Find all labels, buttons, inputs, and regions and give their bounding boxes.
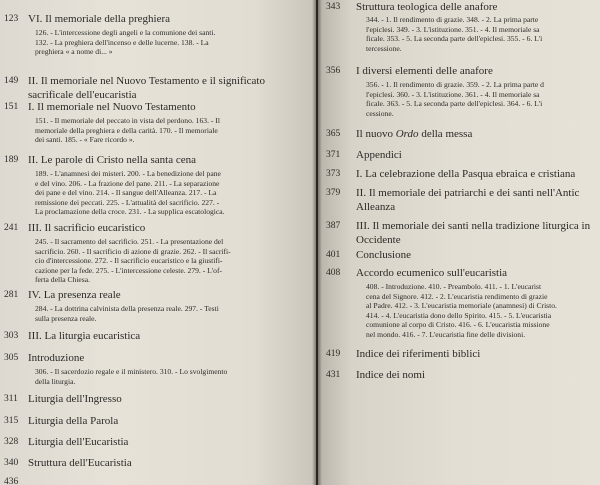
- page-number: 305: [4, 353, 19, 363]
- page-number: 401: [326, 250, 341, 260]
- entry-subtopics: 245. - Il sacramento del sacrificio. 251. - La presentazione del sacrificio. 260. - Il sacrificio di azione di grazie. 262. - Il sacrifi- cio d'intercessione. 272. - Il sacrificio eucaristico e la giustifi- cazione per la fede. 275. - L'intercessione celeste. 279. - L'of- ferta della Chiesa.: [35, 237, 231, 285]
- entry-title: Liturgia dell'Ingresso: [28, 393, 122, 405]
- page-number: 373: [326, 169, 341, 179]
- entry-title: II. Le parole di Cristo nella santa cena: [28, 154, 196, 166]
- entry-title: VI. Il memoriale della preghiera: [28, 13, 171, 25]
- entry-subtopics: 284. - La dottrina calvinista della presenza reale. 297. - Testi sulla presenza reale.: [35, 304, 219, 323]
- entry-title: III. La liturgia eucaristica: [28, 330, 141, 342]
- entry-subtopics: 151. - Il memoriale del peccato in vista del perdono. 163. - Il memoriale della preghiera e della carità. 170. - Il memoriale dei santi. 185. - « Fare ricordo ».: [35, 116, 220, 145]
- entry-subtopics: 344. - 1. Il rendimento di grazie. 348. - 2. La prima parte l'epiclesi. 349. - 3. L'istituzione. 351. - 4. Il memoriale sa ficale. 353. - 5. La seconda parte dell'epiclesi. 355. - 6. L'i tercessione.: [366, 15, 543, 53]
- entry-title: Liturgia dell'Eucaristia: [28, 436, 129, 448]
- entry-title: III. Il memoriale dei santi nella tradizione liturgica in: [356, 220, 591, 232]
- entry-title: II. Il memoriale dei patriarchi e dei santi nell'Antic: [356, 187, 580, 199]
- entry-title-continued: Alleanza: [356, 201, 396, 213]
- page-number: 343: [326, 2, 341, 12]
- entry-title: Indice dei riferimenti biblici: [356, 348, 481, 360]
- page-number: 328: [4, 437, 19, 447]
- page-number: 241: [4, 223, 19, 233]
- title-part: della messa: [418, 128, 473, 140]
- page-number: 123: [4, 14, 19, 24]
- right-page: [318, 0, 600, 485]
- book-gutter: [312, 0, 322, 485]
- entry-title: Appendici: [356, 149, 402, 161]
- page-number: 371: [326, 150, 341, 160]
- entry-title: IV. La presenza reale: [28, 289, 121, 301]
- entry-title: II. Il memoriale nel Nuovo Testamento e il significato: [28, 75, 265, 87]
- entry-title: I diversi elementi delle anafore: [356, 65, 493, 77]
- page-number: 281: [4, 290, 19, 300]
- entry-title: Liturgia della Parola: [28, 415, 119, 427]
- page-number: 431: [326, 370, 341, 380]
- entry-title: I. Il memoriale nel Nuovo Testamento: [28, 101, 196, 113]
- page-number: 149: [4, 76, 19, 86]
- entry-subtopics: 189. - L'anamnesi dei misteri. 200. - La benedizione del pane e del vino. 206. - La frazione del pane. 211. - La separazione dei pane e del vino. 214. - Il sangue dell'Alleanza. 217. - La remissione dei peccati. 225. - L'attualità del sacrificio. 227. - La proclamazione della croce. 231. - La supplica escatologica.: [35, 169, 225, 217]
- entry-title: Indice dei nomi: [356, 369, 426, 381]
- entry-title: Conclusione: [356, 249, 411, 261]
- entry-title: III. Il sacrificio eucaristico: [28, 222, 146, 234]
- page-number: 303: [4, 331, 19, 341]
- entry-title: Struttura teologica delle anafore: [356, 1, 498, 13]
- entry-subtopics: 356. - 1. Il rendimento di grazie. 359. - 2. La prima parte d l'epiclesi. 360. - 3. L'istituzione. 361. - 4. Il memoriale sa ficale. 363. - 5. La seconda parte dell'epiclesi. 364. - 6. L'i cessione.: [366, 80, 544, 118]
- entry-title-continued: sacrificale dell'eucaristia: [28, 89, 137, 101]
- title-part: Il nuovo: [356, 128, 396, 140]
- entry-title: I. La celebrazione della Pasqua ebraica e cristiana: [356, 168, 576, 180]
- title-italic-part: Ordo: [395, 128, 419, 140]
- page-number: 315: [4, 416, 19, 426]
- page-number: 387: [326, 221, 341, 231]
- page-number: 419: [326, 349, 341, 359]
- entry-title: Struttura dell'Eucaristia: [28, 457, 132, 469]
- entry-subtopics: 126. - L'intercessione degli angeli e la comunione dei santi. 132. - La preghiera dell'incenso e delle lucerne. 138. - La preghiera « a nome di... »: [35, 28, 216, 57]
- entry-title: Accordo ecumenico sull'eucaristia: [356, 267, 508, 279]
- entry-title: Introduzione: [28, 352, 85, 364]
- page-number: 356: [326, 66, 341, 76]
- page-number: 379: [326, 188, 341, 198]
- entry-subtopics: 306. - Il sacerdozio regale e il ministero. 310. - Lo svolgimento della liturgia.: [35, 367, 228, 386]
- page-number: 340: [4, 458, 19, 468]
- page-number: 151: [4, 102, 19, 112]
- page-number: 408: [326, 268, 341, 278]
- entry-title-continued: Occidente: [356, 234, 401, 246]
- page-number: 311: [4, 394, 18, 404]
- entry-title: [356, 128, 472, 140]
- page-number: 189: [4, 155, 19, 165]
- page-number: 436: [4, 477, 19, 485]
- entry-subtopics: 408. - Introduzione. 410. - Preambolo. 411. - 1. L'eucarist cena del Signore. 412. - 2. L'eucaristia rendimento di grazie al Padre. 412. - 3. L'eucaristia memoriale (anamnesi) di Cristo. 414. - 4. L'eucaristia dono dello Spirito. 415. - 5. L'eucaristia comunione al corpo di Cristo. 416. - 6. L'eucaristia missione nel mondo. 416. - 7. L'eucaristia fine delle divisioni.: [366, 282, 557, 339]
- page-number: 365: [326, 129, 341, 139]
